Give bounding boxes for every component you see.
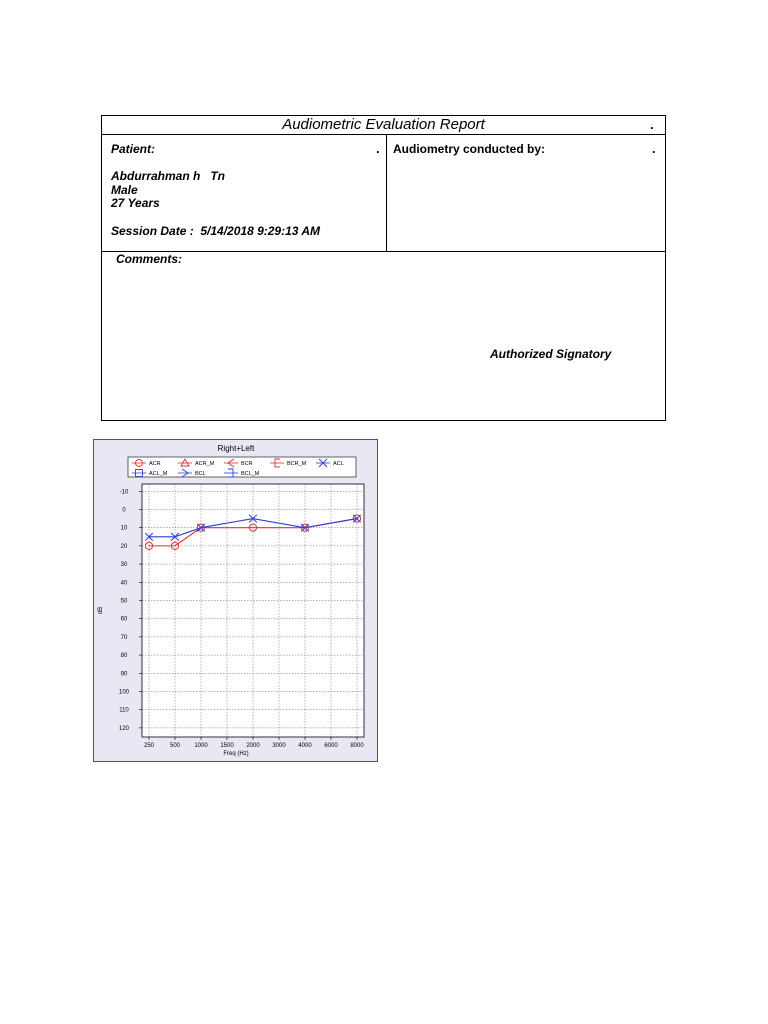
x-tick-label-1500: 1500 xyxy=(220,743,234,749)
legend-bcl-m-label: BCL_M xyxy=(241,471,260,477)
conducted-dot: . xyxy=(652,141,656,156)
y-tick-label-40: 40 xyxy=(120,580,128,587)
x-tick-label-500: 500 xyxy=(169,743,181,749)
y-tick-label-50: 50 xyxy=(120,598,128,605)
authorized-signatory: Authorized Signatory xyxy=(490,347,612,361)
y-tick-label-80: 80 xyxy=(120,653,128,660)
y-tick-label-20: 20 xyxy=(120,543,128,550)
legend-acl-label: ACL xyxy=(333,461,344,467)
audiogram-svg xyxy=(94,440,379,763)
x-tick-label-250: 250 xyxy=(143,743,155,749)
legend-acr-label: ACR xyxy=(149,461,161,467)
y-tick-label-110: 110 xyxy=(119,707,129,714)
y-tick-label-10: 10 xyxy=(120,525,128,532)
y-tick-label-70: 70 xyxy=(120,634,128,641)
legend-bcl-label: BCL xyxy=(195,471,206,477)
conducted-by-label: Audiometry conducted by: xyxy=(393,142,546,156)
y-tick-label-90: 90 xyxy=(120,671,128,678)
y-tick-label--10: -10 xyxy=(119,489,129,496)
legend-bcr-m-label: BCR_M xyxy=(287,461,307,467)
session-date: Session Date : 5/14/2018 9:29:13 AM xyxy=(111,224,320,238)
x-tick-label-1000: 1000 xyxy=(194,743,208,749)
report-title: Audiometric Evaluation Report xyxy=(282,116,485,133)
patient-name: Abdurrahman h Tn xyxy=(111,169,225,183)
patient-label: Patient: xyxy=(111,142,156,156)
y-axis-label: dB xyxy=(98,606,104,615)
y-tick-label-120: 120 xyxy=(118,725,130,732)
x-tick-label-8000: 8000 xyxy=(350,743,364,749)
comments-label: Comments: xyxy=(116,252,183,266)
patient-gender: Male xyxy=(111,183,138,197)
legend-bcr-label: BCR xyxy=(241,461,253,467)
patient-dot: . xyxy=(376,141,380,156)
legend-acr-m-label: ACR_M xyxy=(195,461,215,467)
x-tick-label-6000: 6000 xyxy=(324,743,338,749)
x-axis-label: Freq (Hz) xyxy=(223,751,249,757)
legend-acl-m-label: ACL_M xyxy=(149,471,168,477)
patient-age: 27 Years xyxy=(111,196,160,210)
title-row xyxy=(102,116,665,135)
title-dot: . xyxy=(650,117,654,132)
y-tick-label-60: 60 xyxy=(120,616,128,623)
chart-title: Right+Left xyxy=(217,444,255,453)
y-tick-label-100: 100 xyxy=(118,689,130,696)
y-tick-label-0: 0 xyxy=(122,507,126,514)
patient-cell xyxy=(102,135,387,252)
y-tick-label-30: 30 xyxy=(120,562,128,569)
conductor-cell xyxy=(387,135,665,252)
x-tick-label-4000: 4000 xyxy=(298,743,312,749)
x-tick-label-2000: 2000 xyxy=(246,743,260,749)
x-tick-label-3000: 3000 xyxy=(272,743,286,749)
audiogram-chart xyxy=(93,439,378,762)
report-header-table xyxy=(101,115,666,421)
